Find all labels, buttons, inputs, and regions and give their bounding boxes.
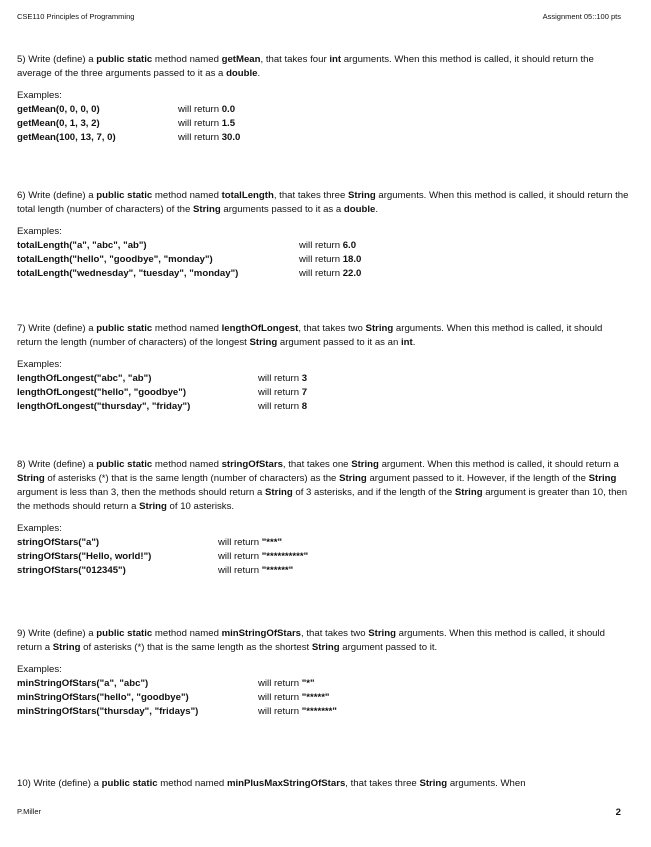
description-text: method named (152, 459, 222, 470)
problem-description (17, 322, 629, 350)
example-row (17, 705, 629, 719)
example-return (258, 705, 337, 719)
description-text: method named (152, 190, 222, 201)
emphasis-text: public static (101, 778, 158, 789)
emphasis-text: String (588, 473, 617, 484)
return-prefix: will return (258, 706, 302, 717)
example-call: minStringOfStars("a", "abc") (17, 678, 149, 689)
return-prefix: will return (178, 118, 222, 129)
return-value: 7 (301, 387, 308, 398)
example-row (17, 117, 629, 131)
description-text: . (375, 204, 379, 215)
example-call: stringOfStars("Hello, world!") (17, 551, 152, 562)
return-prefix: will return (299, 268, 343, 279)
example-call: totalLength("a", "abc", "ab") (17, 240, 147, 251)
return-prefix: will return (218, 551, 262, 562)
example-return (178, 131, 240, 145)
problem-5 (17, 53, 629, 145)
description-text: 8) Write (define) a (17, 459, 97, 470)
example-call: getMean(0, 1, 3, 2) (17, 118, 100, 129)
description-text: , that takes three (345, 778, 420, 789)
emphasis-text: String (192, 204, 221, 215)
return-value: "*****" (301, 692, 330, 703)
description-text: method named (152, 323, 222, 334)
course-title: CSE110 Principles of Programming (17, 12, 135, 21)
description-text: argument. When this method is called, it should return a (378, 459, 619, 470)
description-text: . (412, 337, 416, 348)
example-return (218, 550, 308, 564)
example-row (17, 131, 629, 145)
example-return (258, 386, 307, 400)
return-value: 30.0 (221, 132, 241, 143)
emphasis-text: String (347, 190, 376, 201)
problem-7 (17, 322, 629, 414)
example-row (17, 267, 629, 281)
return-value: "***" (261, 537, 283, 548)
description-text: argument is less than 3, then the methods should return a (17, 487, 265, 498)
description-text: argument passed to it. However, if the length of the (366, 473, 589, 484)
examples-label: Examples: (17, 359, 62, 370)
problem-9 (17, 627, 629, 719)
emphasis-text: public static (96, 54, 153, 65)
return-value: 18.0 (342, 254, 362, 265)
example-call: stringOfStars("a") (17, 537, 100, 548)
problem-8 (17, 458, 629, 578)
description-text: arguments. When this method is called, it should return a (17, 628, 605, 653)
emphasis-text: String (52, 642, 81, 653)
example-call: getMean(0, 0, 0, 0) (17, 104, 100, 115)
description-text: . (257, 68, 261, 79)
examples-label: Examples: (17, 664, 62, 675)
description-text: 6) Write (define) a (17, 190, 97, 201)
example-return (258, 400, 307, 414)
emphasis-text: String (368, 628, 396, 639)
description-text: arguments. When this method is called, it should return the length (number of characters) of the longest (17, 323, 603, 348)
description-text: , that takes four (260, 54, 330, 65)
example-row (17, 550, 629, 564)
return-value: 6.0 (342, 240, 357, 251)
example-row (17, 564, 629, 578)
example-call: minStringOfStars("hello", "goodbye") (17, 692, 189, 703)
example-row (17, 103, 629, 117)
description-text: arguments passed to it as a (220, 204, 344, 215)
example-call: minStringOfStars("thursday", "fridays") (17, 706, 199, 717)
example-row (17, 253, 629, 267)
example-return (258, 691, 329, 705)
example-call: totalLength("wednesday", "tuesday", "monday") (17, 268, 239, 279)
description-text: argument passed to it as an (277, 337, 401, 348)
description-text: , that takes two (301, 628, 369, 639)
emphasis-text: stringOfStars (221, 459, 283, 470)
examples-label: Examples: (17, 90, 62, 101)
return-prefix: will return (258, 692, 302, 703)
example-return (218, 564, 293, 578)
page-number: 2 (615, 807, 621, 818)
description-text: argument passed to it. (339, 642, 438, 653)
page-footer (17, 807, 621, 819)
example-return (218, 536, 282, 550)
example-call: totalLength("hello", "goodbye", "monday") (17, 254, 213, 265)
example-return (299, 253, 361, 267)
problem-10 (17, 777, 629, 791)
return-value: 22.0 (342, 268, 362, 279)
problem-6 (17, 189, 629, 281)
description-text: arguments. When (447, 778, 526, 789)
description-text: method named (152, 628, 222, 639)
example-return (178, 103, 235, 117)
example-return (258, 372, 307, 386)
emphasis-text: lengthOfLongest (221, 323, 299, 334)
author-name: P.Miller (17, 807, 42, 816)
description-text: 7) Write (define) a (17, 323, 97, 334)
description-text: of asterisks (*) that is the same length as the shortest (80, 642, 312, 653)
emphasis-text: String (454, 487, 483, 498)
example-return (299, 239, 356, 253)
emphasis-text: String (139, 501, 167, 512)
return-value: 8 (301, 401, 308, 412)
description-text: arguments. When this method is called, it should return the average of the three arguments passed to it as a (17, 54, 594, 79)
emphasis-text: String (17, 473, 45, 484)
return-value: "**********" (261, 551, 309, 562)
return-prefix: will return (178, 132, 222, 143)
description-text: 10) Write (define) a (17, 778, 102, 789)
description-text: arguments. When this method is called, it should return the total length (number of characters) of the (17, 190, 629, 215)
emphasis-text: double (343, 204, 376, 215)
emphasis-text: int (329, 54, 342, 65)
description-text: , that takes two (298, 323, 366, 334)
description-text: of asterisks (*) that is the same length (number of characters) as the (44, 473, 340, 484)
return-prefix: will return (218, 565, 262, 576)
example-call: lengthOfLongest("hello", "goodbye") (17, 387, 187, 398)
return-prefix: will return (258, 373, 302, 384)
description-text: , that takes three (273, 190, 348, 201)
problem-description (17, 189, 629, 217)
example-row (17, 386, 629, 400)
emphasis-text: String (265, 487, 293, 498)
emphasis-text: String (249, 337, 278, 348)
description-text: , that takes one (282, 459, 352, 470)
example-row (17, 372, 629, 386)
assignment-label: Assignment 05::100 pts (542, 12, 621, 21)
description-text: of 10 asterisks. (166, 501, 235, 512)
emphasis-text: public static (96, 190, 153, 201)
example-call: lengthOfLongest("abc", "ab") (17, 373, 152, 384)
example-row (17, 691, 629, 705)
return-value: "*******" (301, 706, 337, 717)
emphasis-text: minStringOfStars (221, 628, 302, 639)
emphasis-text: double (226, 68, 258, 79)
return-prefix: will return (178, 104, 222, 115)
problem-description (17, 53, 629, 81)
emphasis-text: minPlusMaxStringOfStars (226, 778, 346, 789)
example-return (178, 117, 235, 131)
examples-label: Examples: (17, 523, 62, 534)
problem-description (17, 458, 629, 514)
example-call: getMean(100, 13, 7, 0) (17, 132, 116, 143)
emphasis-text: public static (96, 628, 153, 639)
example-row (17, 677, 629, 691)
emphasis-text: String (419, 778, 448, 789)
example-call: stringOfStars("012345") (17, 565, 126, 576)
description-text: 9) Write (define) a (17, 628, 97, 639)
example-return (258, 677, 315, 691)
return-prefix: will return (258, 401, 302, 412)
return-prefix: will return (218, 537, 262, 548)
description-text: of 3 asterisks, and if the length of the (292, 487, 455, 498)
example-row (17, 536, 629, 550)
page-header (17, 12, 621, 24)
return-prefix: will return (299, 254, 343, 265)
emphasis-text: int (400, 337, 413, 348)
return-value: 0.0 (221, 104, 236, 115)
return-value: "*" (301, 678, 315, 689)
return-value: 1.5 (221, 118, 236, 129)
example-return (299, 267, 361, 281)
example-call: lengthOfLongest("thursday", "friday") (17, 401, 191, 412)
examples-label: Examples: (17, 226, 62, 237)
return-prefix: will return (258, 678, 302, 689)
problem-description (17, 777, 629, 791)
description-text: 5) Write (define) a (17, 54, 97, 65)
emphasis-text: getMean (221, 54, 261, 65)
return-value: 3 (301, 373, 308, 384)
example-row (17, 400, 629, 414)
description-text: method named (152, 54, 222, 65)
description-text: method named (157, 778, 227, 789)
return-prefix: will return (299, 240, 343, 251)
emphasis-text: String (365, 323, 394, 334)
emphasis-text: String (351, 459, 379, 470)
return-value: "******" (261, 565, 294, 576)
return-prefix: will return (258, 387, 302, 398)
emphasis-text: String (311, 642, 340, 653)
emphasis-text: public static (96, 323, 153, 334)
emphasis-text: String (339, 473, 367, 484)
emphasis-text: public static (96, 459, 153, 470)
emphasis-text: totalLength (221, 190, 274, 201)
description-text: argument is greater than 10, then the methods should return a (17, 487, 628, 512)
example-row (17, 239, 629, 253)
problem-description (17, 627, 629, 655)
